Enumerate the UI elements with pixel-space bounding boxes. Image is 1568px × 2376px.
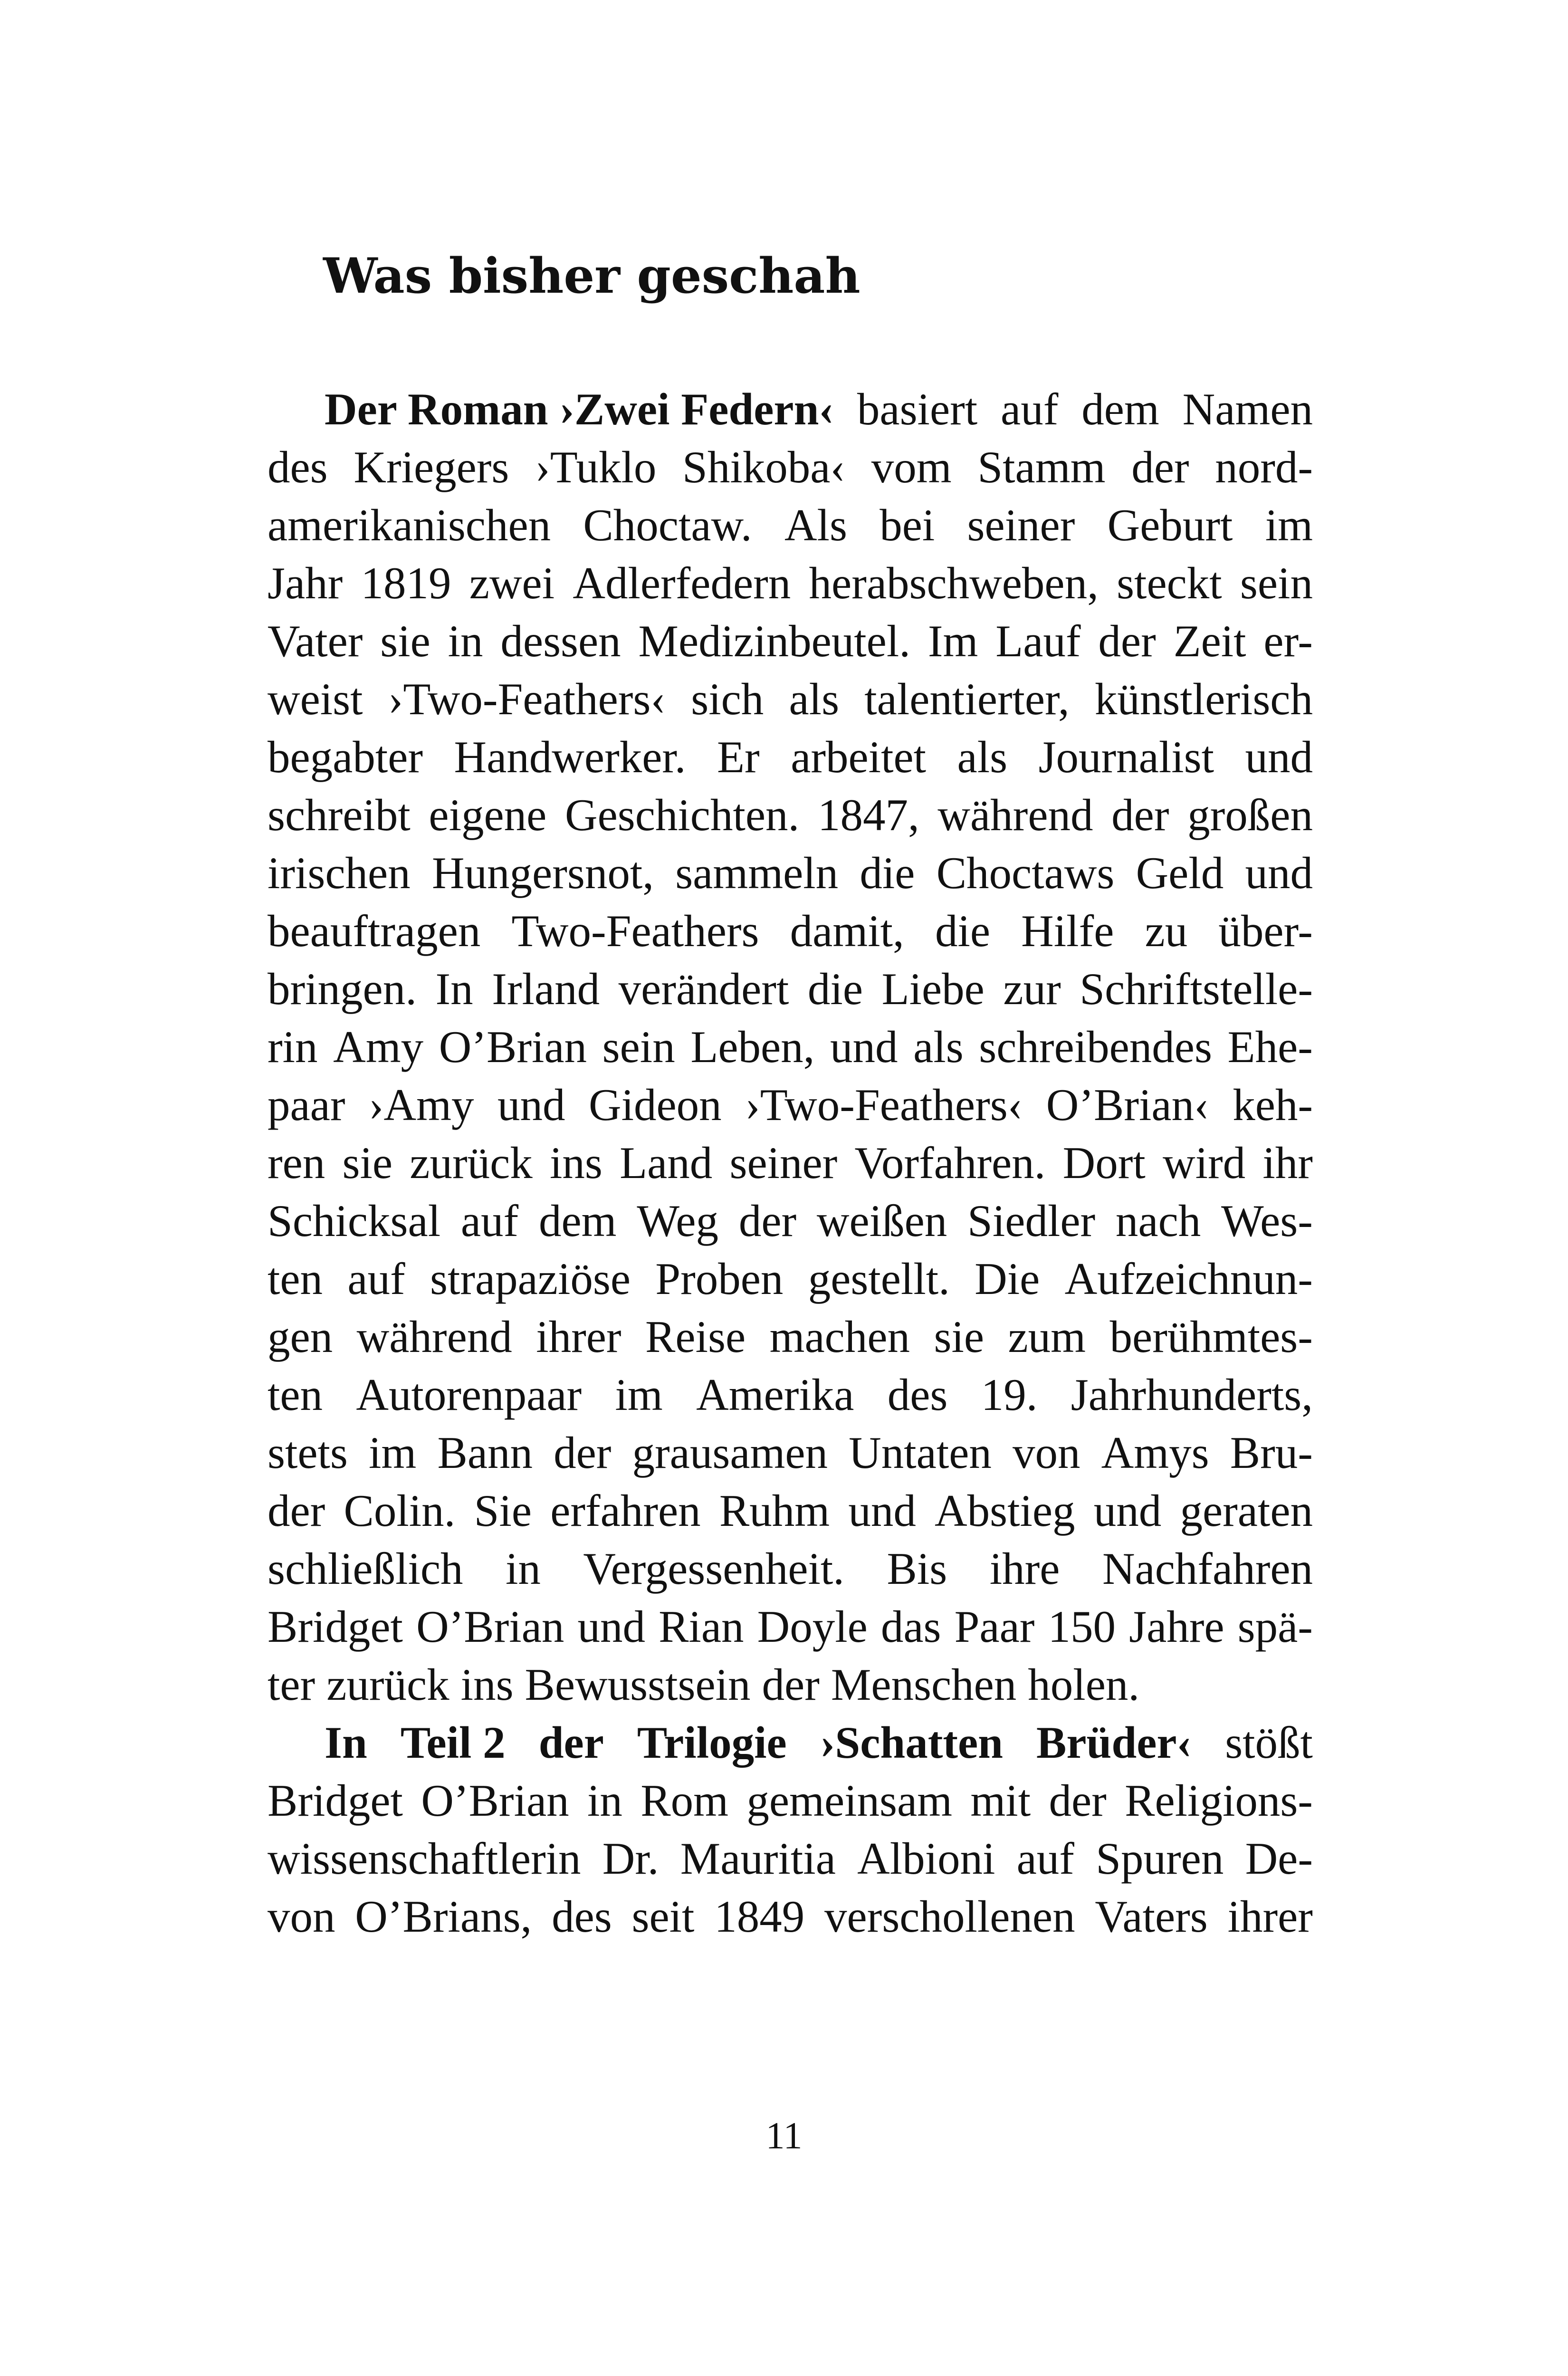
word: Der Roman ›Zwei Federn‹: [325, 384, 834, 434]
word: Stamm: [977, 442, 1106, 492]
word: der: [554, 1428, 612, 1478]
word: des: [268, 442, 328, 492]
word: ›Two-Feathers‹: [388, 674, 666, 724]
text-line: [268, 1772, 1313, 1830]
word: Paar: [954, 1601, 1035, 1652]
word: sein: [602, 1022, 675, 1072]
text-line: [268, 1308, 1313, 1366]
body-text: [268, 380, 1313, 1945]
word: von: [268, 1891, 335, 1942]
word: zum: [1008, 1312, 1086, 1362]
word: dessen: [500, 616, 621, 666]
word: wissenschaftlerin: [268, 1833, 581, 1884]
word: Colin.: [344, 1485, 456, 1536]
word: berühmtes-: [1109, 1312, 1313, 1362]
word: weißen: [816, 1196, 947, 1246]
word: im: [1265, 500, 1313, 550]
word: O’Brian: [439, 1022, 587, 1072]
word: seit: [631, 1891, 695, 1942]
word: weist: [268, 674, 363, 724]
word: auf: [347, 1254, 405, 1304]
word: talentierter,: [864, 674, 1070, 724]
word: 150: [1048, 1601, 1116, 1652]
word: Choctaws: [936, 848, 1115, 898]
text-line: [268, 1482, 1313, 1540]
word: Zeit: [1173, 616, 1246, 666]
word: Siedler: [967, 1196, 1096, 1246]
text-line: [268, 380, 1313, 438]
word: Sie: [474, 1485, 532, 1536]
text-line: [268, 1656, 1313, 1714]
word: strapaziöse: [430, 1254, 631, 1304]
word: sie: [934, 1312, 984, 1362]
word: in: [506, 1543, 541, 1594]
word: und: [1245, 732, 1313, 782]
word: und: [497, 1080, 565, 1130]
word: der: [538, 1717, 604, 1768]
word: und: [830, 1022, 898, 1072]
word: Proben: [655, 1254, 784, 1304]
word: dem: [1081, 384, 1159, 434]
word: ihre: [989, 1543, 1060, 1594]
word: ihrer: [536, 1312, 621, 1362]
word: begabter: [268, 732, 423, 782]
word: ihrer: [1227, 1891, 1313, 1942]
word: die: [935, 906, 990, 956]
word: das: [880, 1601, 941, 1652]
word: Ruhm: [719, 1485, 830, 1536]
word: nach: [1115, 1196, 1201, 1246]
word: Als: [784, 500, 847, 550]
word: ›Two-Feathers‹: [745, 1080, 1023, 1130]
text-line: [268, 1424, 1313, 1482]
word: Jahre: [1129, 1601, 1224, 1652]
word: Hungersnot,: [431, 848, 654, 898]
text-line: [268, 438, 1313, 496]
word: Menschen: [831, 1659, 1017, 1710]
word: seiner: [729, 1138, 838, 1188]
page-title: Was bisher geschah: [323, 248, 860, 305]
word: seiner: [967, 500, 1075, 550]
word: Bann: [437, 1428, 533, 1478]
word: Handwerker.: [454, 732, 686, 782]
word: mit: [970, 1775, 1031, 1826]
word: nord-: [1215, 442, 1313, 492]
word: Rian: [659, 1601, 744, 1652]
word: Autorenpaar: [356, 1370, 582, 1420]
word: holen.: [1028, 1659, 1140, 1710]
word: er-: [1263, 616, 1313, 666]
word: ten: [268, 1254, 323, 1304]
word: Er: [717, 732, 760, 782]
word: Liebe: [881, 964, 985, 1014]
word: gen: [268, 1312, 333, 1362]
word: Dort: [1062, 1138, 1146, 1188]
word: als: [789, 674, 840, 724]
word: Schicksal: [268, 1196, 441, 1246]
word: Hilfe: [1021, 906, 1114, 956]
word: vom: [871, 442, 952, 492]
word: ›Amy: [368, 1080, 474, 1130]
text-line: [268, 844, 1313, 902]
word: großen: [1187, 790, 1313, 840]
word: Wes-: [1221, 1196, 1313, 1246]
word: der: [1111, 790, 1169, 840]
word: von: [1013, 1428, 1080, 1478]
word: Mauritia: [680, 1833, 836, 1884]
word: der: [762, 1659, 820, 1710]
word: schließlich: [268, 1543, 463, 1594]
word: Namen: [1182, 384, 1313, 434]
word: arbeitet: [791, 732, 927, 782]
word: Trilogie: [637, 1717, 787, 1768]
word: Two-Feathers: [511, 906, 759, 956]
word: irischen: [268, 848, 411, 898]
word: als: [957, 732, 1008, 782]
word: sie: [342, 1138, 393, 1188]
word: damit,: [790, 906, 904, 956]
word: Weg: [637, 1196, 719, 1246]
word: Brüder‹: [1036, 1717, 1192, 1768]
word: bei: [880, 500, 935, 550]
word: In: [435, 964, 473, 1014]
word: Im: [927, 616, 978, 666]
word: herabschweben,: [809, 558, 1099, 608]
word: Teil 2: [400, 1717, 506, 1768]
word: Vaters: [1095, 1891, 1208, 1942]
word: ins: [549, 1138, 602, 1188]
word: ren: [268, 1138, 325, 1188]
word: Jahrhunderts,: [1071, 1370, 1313, 1420]
word: Medizinbeutel.: [638, 616, 910, 666]
text-line: [268, 786, 1313, 844]
word: geraten: [1180, 1485, 1313, 1536]
word: amerikanischen: [268, 500, 551, 550]
word: ihr: [1262, 1138, 1313, 1188]
word: Amys: [1101, 1428, 1209, 1478]
word: Rom: [641, 1775, 729, 1826]
word: Aufzeichnun-: [1064, 1254, 1313, 1304]
word: Bridget: [268, 1601, 403, 1652]
word: des: [887, 1370, 948, 1420]
word: Lauf: [995, 616, 1081, 666]
word: stets: [268, 1428, 348, 1478]
word: Choctaw.: [583, 500, 752, 550]
word: ›Schatten: [820, 1717, 1003, 1768]
text-line: [268, 1887, 1313, 1945]
word: und: [848, 1485, 916, 1536]
word: Jahr: [268, 558, 343, 608]
word: Vater: [268, 616, 363, 666]
word: Doyle: [757, 1601, 868, 1652]
word: sie: [380, 616, 430, 666]
word: O’Brian: [416, 1601, 564, 1652]
word: steckt: [1117, 558, 1222, 608]
word: im: [615, 1370, 663, 1420]
word: Bis: [887, 1543, 947, 1594]
word: Albioni: [857, 1833, 995, 1884]
word: machen: [769, 1312, 910, 1362]
word: die: [860, 848, 915, 898]
word: ›Tuklo: [535, 442, 657, 492]
word: eigene: [429, 790, 547, 840]
word: Land: [620, 1138, 713, 1188]
word: während: [356, 1312, 512, 1362]
word: bringen.: [268, 964, 417, 1014]
text-line: [268, 554, 1313, 612]
word: Geschichten.: [565, 790, 800, 840]
word: gemeinsam: [746, 1775, 953, 1826]
word: als: [913, 1022, 964, 1072]
word: Shikoba‹: [682, 442, 846, 492]
word: in: [587, 1775, 622, 1826]
word: Reise: [645, 1312, 746, 1362]
word: paar: [268, 1080, 345, 1130]
word: Abstieg: [935, 1485, 1075, 1536]
word: Spuren: [1096, 1833, 1224, 1884]
text-line: [268, 902, 1313, 960]
text-line: [268, 496, 1313, 554]
word: in: [448, 616, 483, 666]
text-line: [268, 1250, 1313, 1308]
word: über-: [1218, 906, 1313, 956]
word: Geburt: [1107, 500, 1233, 550]
word: Vorfahren.: [854, 1138, 1046, 1188]
text-line: [268, 670, 1313, 728]
word: sich: [691, 674, 764, 724]
text-line: [268, 1192, 1313, 1250]
word: sein: [1240, 558, 1313, 608]
word: Journalist: [1038, 732, 1214, 782]
word: Adlerfedern: [573, 558, 791, 608]
text-line: [268, 1076, 1313, 1134]
word: O’Brian: [421, 1775, 569, 1826]
word: 1847,: [817, 790, 919, 840]
word: De-: [1245, 1833, 1313, 1884]
word: rin: [268, 1022, 318, 1072]
word: Religions-: [1125, 1775, 1313, 1826]
word: Die: [975, 1254, 1040, 1304]
word: zurück: [410, 1138, 533, 1188]
text-line: [268, 1714, 1313, 1772]
text-line: [268, 1366, 1313, 1424]
word: schreibendes: [979, 1022, 1212, 1072]
text-line: [268, 1598, 1313, 1656]
word: Leben,: [690, 1022, 815, 1072]
word: und: [577, 1601, 645, 1652]
word: beauftragen: [268, 906, 481, 956]
text-line: [268, 1134, 1313, 1192]
word: 19.: [981, 1370, 1038, 1420]
word: basiert: [857, 384, 978, 434]
word: Gideon: [588, 1080, 722, 1130]
text-line: [268, 612, 1313, 670]
word: 1849: [714, 1891, 805, 1942]
text-line: [268, 728, 1313, 786]
word: Irland: [492, 964, 600, 1014]
word: In: [325, 1717, 367, 1768]
word: zurück: [326, 1659, 449, 1710]
page-number: 11: [765, 2115, 803, 2157]
word: Amy: [333, 1022, 424, 1072]
word: zu: [1145, 906, 1188, 956]
word: ter: [268, 1659, 316, 1710]
word: schreibt: [268, 790, 411, 840]
word: und: [1245, 848, 1313, 898]
word: ten: [268, 1370, 323, 1420]
word: dem: [538, 1196, 617, 1246]
word: O’Brian‹: [1046, 1080, 1209, 1130]
word: Bewusstsein: [525, 1659, 751, 1710]
word: zwei: [469, 558, 555, 608]
word: 1819: [361, 558, 451, 608]
word: künstlerisch: [1094, 674, 1313, 724]
word: gestellt.: [808, 1254, 950, 1304]
word: die: [807, 964, 863, 1014]
word: Nachfahren: [1102, 1543, 1313, 1594]
text-line: [268, 1830, 1313, 1887]
word: grausamen: [632, 1428, 828, 1478]
text-line: [268, 960, 1313, 1018]
word: stößt: [1225, 1717, 1313, 1768]
word: Schriftstelle-: [1080, 964, 1313, 1014]
word: Bru-: [1230, 1428, 1313, 1478]
word: der: [268, 1485, 325, 1536]
text-line: [268, 1018, 1313, 1076]
word: des: [552, 1891, 612, 1942]
word: im: [369, 1428, 417, 1478]
word: verschollenen: [824, 1891, 1075, 1942]
word: wird: [1162, 1138, 1246, 1188]
text-line: [268, 1540, 1313, 1598]
word: auf: [460, 1196, 519, 1246]
word: O’Brians,: [355, 1891, 532, 1942]
word: zur: [1003, 964, 1061, 1014]
word: erfahren: [550, 1485, 701, 1536]
word: auf: [1016, 1833, 1074, 1884]
word: während: [937, 790, 1093, 840]
word: verändert: [618, 964, 789, 1014]
word: der: [738, 1196, 797, 1246]
word: auf: [1001, 384, 1059, 434]
word: keh-: [1233, 1080, 1313, 1130]
word: Dr.: [602, 1833, 659, 1884]
word: Amerika: [696, 1370, 854, 1420]
word: und: [1093, 1485, 1162, 1536]
word: Geld: [1136, 848, 1224, 898]
word: Kriegers: [354, 442, 509, 492]
word: Bridget: [268, 1775, 403, 1826]
word: Untaten: [849, 1428, 992, 1478]
word: Vergessenheit.: [583, 1543, 845, 1594]
word: der: [1049, 1775, 1107, 1826]
word: der: [1098, 616, 1156, 666]
word: sammeln: [675, 848, 839, 898]
word: Ehe-: [1227, 1022, 1313, 1072]
word: der: [1131, 442, 1189, 492]
word: ins: [460, 1659, 514, 1710]
word: spä-: [1237, 1601, 1313, 1652]
